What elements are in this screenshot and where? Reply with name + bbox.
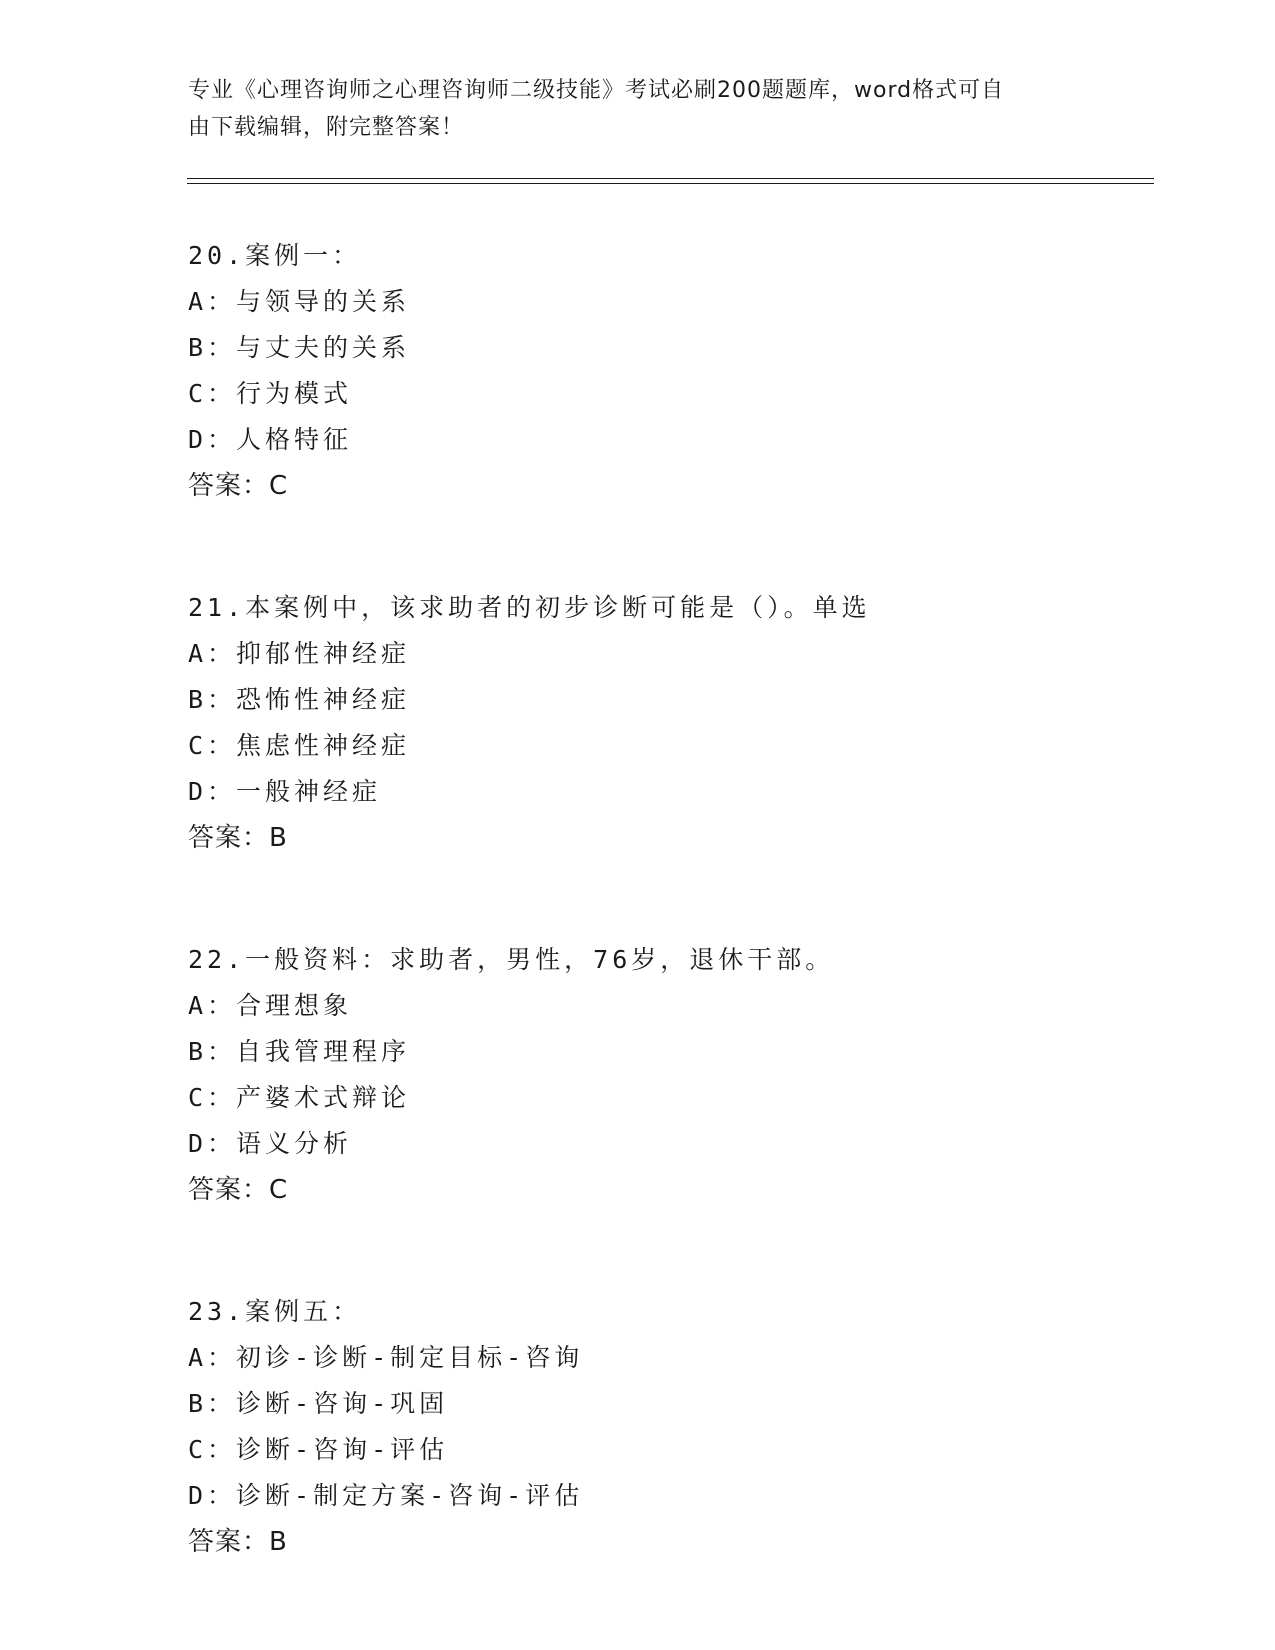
question-stem: 20.案例一： [188,241,362,270]
question-22 [188,937,1148,1213]
option-c: C：行为模式 [188,379,353,408]
option-d: D：人格特征 [188,425,353,454]
header-divider-top [187,178,1154,179]
option-b: B：与丈夫的关系 [188,333,411,362]
option-a: A：与领导的关系 [188,287,411,316]
option-c: C：诊断-咨询-评估 [188,1435,449,1464]
option-b: B：自我管理程序 [188,1037,411,1066]
option-b: B：诊断-咨询-巩固 [188,1389,449,1418]
header-line-2: 由下载编辑，附完整答案！ [188,115,465,140]
option-a: A：抑郁性神经症 [188,639,411,668]
question-stem: 21.本案例中，该求助者的初步诊断可能是（）。单选 [188,593,871,622]
option-a: A：初诊-诊断-制定目标-咨询 [188,1343,584,1372]
answer: 答案：C [188,1175,289,1205]
answer: 答案：C [188,471,289,501]
document-header [188,72,1068,146]
question-stem: 23.案例五： [188,1297,362,1326]
option-a: A：合理想象 [188,991,353,1020]
option-d: D：诊断-制定方案-咨询-评估 [188,1481,584,1510]
question-list [188,233,1148,1565]
option-b: B：恐怖性神经症 [188,685,411,714]
answer: 答案：B [188,823,288,853]
question-23 [188,1289,1148,1565]
option-d: D：一般神经症 [188,777,382,806]
option-c: C：焦虑性神经症 [188,731,411,760]
header-line-1: 专业《心理咨询师之心理咨询师二级技能》考试必刷200题题库，word格式可自 [188,78,1005,103]
answer: 答案：B [188,1527,288,1557]
question-21 [188,585,1148,861]
header-divider-bottom [187,183,1154,184]
question-stem: 22.一般资料：求助者，男性，76岁，退休干部。 [188,945,835,974]
option-d: D：语义分析 [188,1129,353,1158]
question-20 [188,233,1148,509]
option-c: C：产婆术式辩论 [188,1083,411,1112]
